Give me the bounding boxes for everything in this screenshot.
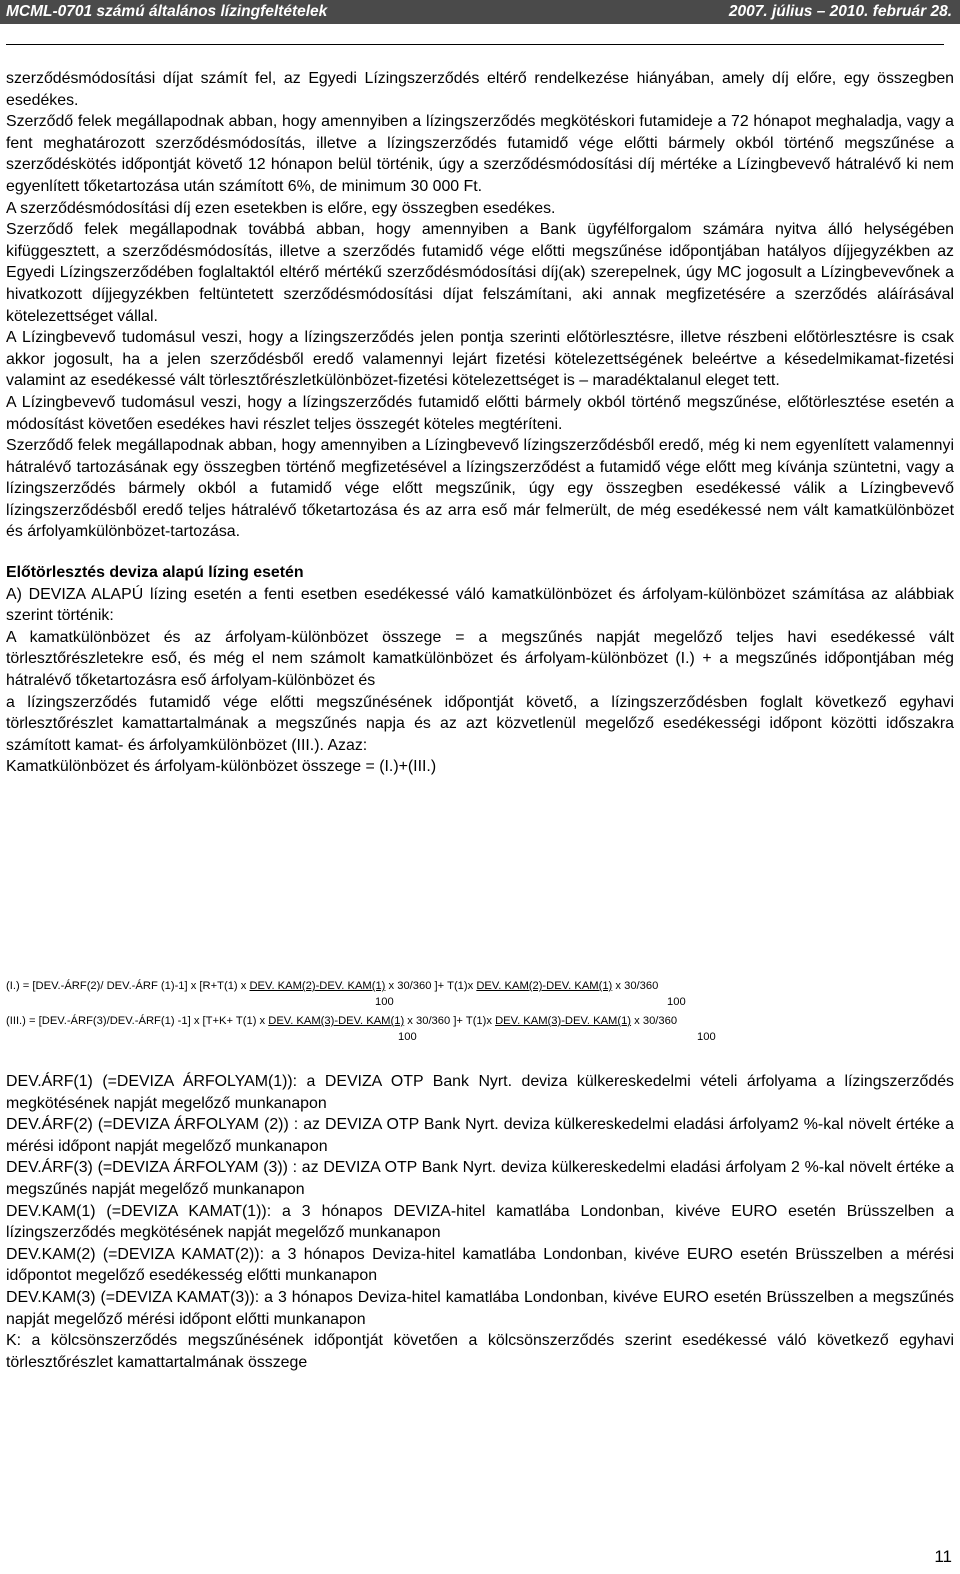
formula-numerator: DEV. KAM(3)-DEV. KAM(1) [495, 1015, 632, 1027]
formula-text: (I.) = [DEV.-ÁRF(2)/ DEV.-ÁRF (1)-1] x [R+T(1) x [6, 980, 250, 992]
paragraph: A kamatkülönbözet és az árfolyam-különbözet összege = a megszűnés napját megelőző teljes havi esedékessé vált törlesztőrészletekre eső, és még el nem számolt kamatkülönbözet és árfolyam-különbözet (I.) + a megszűnés időpontjában még hátralévő tőketartozásra eső árfolyam-különbözet és [6, 628, 954, 690]
formula-text: x 30/360 ]+ T(1)x [385, 980, 477, 992]
paragraph: A) DEVIZA ALAPÚ lízing esetén a fenti esetben esedékessé váló kamatkülönbözet és árfolyam-különbözet számítása az alábbiak szerint történik: [6, 585, 954, 625]
formula-text: x 30/360 ]+ T(1)x [404, 1015, 496, 1027]
paragraph: Szerződő felek megállapodnak továbbá abban, hogy amennyiben a Bank ügyfélforgalom számára nyitva álló helységében kifüggesztett, a szerződésmódosítás, illetve a szerződés futamidő vége előtti megszűnése időpontjában hatályos díjjegyzékben az Egyedi Lízingszerződében foglaltaktól eltérő mértékű szerződésmódosítási díj(ak) szerepelnek, úgy MC jogosult a Lízingbevevőnek a hivatkozott díjjegyzékben feltüntetett szerződésmódosítási díjat felszámítani, aki annak megfizetésére a szerződés aláírásával kötelezettséget vállal. [6, 221, 954, 325]
section-heading: Előtörlesztés deviza alapú lízing esetén [6, 564, 304, 582]
formula-denominator: 100 [667, 996, 686, 1008]
definition: DEV.KAM(3) (=DEVIZA KAMAT(3)): a 3 hónapos Deviza-hitel kamatlába Londonban, kivéve EURO esetén Brüsszelben a megszűnés napját megelőző mérési időpont előtti munkanapon [6, 1288, 954, 1328]
formula-i [6, 979, 954, 993]
page-header [0, 0, 960, 24]
definition: DEV.ÁRF(1) (=DEVIZA ÁRFOLYAM(1)): a DEVIZA OTP Bank Nyrt. deviza külkereskedelmi vételi árfolyama a lízingszerződés megkötésének napját megelőző munkanapon [6, 1073, 954, 1112]
paragraph: a lízingszerződés futamidő vége előtti megszűnésének időpontját követő, a lízingszerződésben foglalt következő egyhavi törlesztőrészlet kamattartalmának a megszűnés napja és az azt közvetlenül megelőző esedékességi időpont közötti időszakra számított kamat- és árfolyamkülönbözet (III.). Azaz: [6, 693, 954, 754]
definitions [6, 1071, 954, 1373]
paragraph: szerződésmódosítási díjat számít fel, az Egyedi Lízingszerződés eltérő rendelkezése hiányában, amely díj előre, egy összegben esedékes. [6, 70, 954, 109]
paragraph: A Lízingbevevő tudomásul veszi, hogy a lízingszerződés futamidő előtti bármely okból történő megszűnése, előtörlesztése esetén a módosítást követően esedékes havi részlet teljes összegét köteles megtéríteni. [6, 393, 954, 433]
paragraph: Kamatkülönbözet és árfolyam-különbözet összege = (I.)+(III.) [6, 758, 437, 776]
formula-numerator: DEV. KAM(3)-DEV. KAM(1) [268, 1015, 405, 1027]
document-title: MCML-0701 számú általános lízingfeltételek [6, 3, 328, 20]
header-rule [6, 44, 944, 45]
formula-numerator: DEV. KAM(2)-DEV. KAM(1) [249, 980, 386, 992]
formula-denominator: 100 [375, 996, 394, 1008]
formula-denominator: 100 [398, 1031, 417, 1043]
formula-text: (III.) = [DEV.-ÁRF(3)/DEV.-ÁRF(1) -1] x [T+K+ T(1) x [6, 1015, 269, 1027]
body-text [6, 68, 954, 778]
formula-text: x 30/360 [612, 980, 659, 992]
formula-numerator: DEV. KAM(2)-DEV. KAM(1) [476, 980, 613, 992]
definition: K: a kölcsönszerződés megszűnésének időpontját követően a kölcsönszerződés szerint esedékessé váló következő egyhavi törlesztőrészlet kamattartalmának összege [6, 1332, 954, 1371]
formula-denominator: 100 [697, 1031, 716, 1043]
definition: DEV.KAM(2) (=DEVIZA KAMAT(2)): a 3 hónapos Deviza-hitel kamatlába Londonban, kivéve EURO esetén Brüsszelben a mérési időpontot megelőző esedékesség előtti munkanapon [6, 1245, 954, 1285]
definition: DEV.KAM(1) (=DEVIZA KAMAT(1)): a 3 hónapos DEVIZA-hitel kamatlába Londonban, kivéve EURO esetén Brüsszelben a lízingszerződés megkötésének napját megelőző munkanapon [6, 1202, 954, 1242]
validity-period: 2007. július – 2010. február 28. [728, 3, 952, 20]
paragraph: A szerződésmódosítási díj ezen esetekben is előre, egy összegben esedékes. [6, 199, 556, 217]
formula-iii [6, 1014, 954, 1028]
page-number: 11 [934, 1547, 952, 1566]
paragraph: Szerződő felek megállapodnak abban, hogy amennyiben a Lízingbevevő lízingszerződésből eredő, még ki nem egyenlített valamennyi hátralévő tartozásának egy összegben történő megfizetésével a lízingszerződést a futamidő vége előtt meg kívánja szüntetni, vagy a lízingszerződés bármely okból a futamidő vége előtt megszűnik, úgy egy összegben esedékessé válik a Lízingbevevő lízingszerződésből eredő teljes hátralévő tőketartozása és az arra eső már felmerült, de még esedékessé nem vált kamatkülönbözet és árfolyamkülönbözet-tartozása. [6, 437, 954, 541]
definition: DEV.ÁRF(2) (=DEVIZA ÁRFOLYAM (2)) : az DEVIZA OTP Bank Nyrt. deviza külkereskedelmi eladási árfolyam2 %-kal növelt értéke a mérési időpont napját megelőző munkanapon [6, 1116, 954, 1155]
paragraph: Szerződő felek megállapodnak abban, hogy amennyiben a lízingszerződés megkötéskori futamideje a 72 hónapot meghaladja, vagy a fent meghatározott szerződésmódosítás, illetve a lízingszerződés futamidő vége előtti bármely okból történő megszűnése a szerződéskötés időpontját követő 12 hónapon belül történik, úgy a szerződésmódosítási díj mértéke a Lízingbevevő hátralévő ki nem egyenlített tőketartozása után számított 6%, de minimum 30 000 Ft. [6, 113, 954, 195]
paragraph: A Lízingbevevő tudomásul veszi, hogy a lízingszerződés jelen pontja szerinti előtörlesztésre, illetve részbeni előtörlesztésre is csak akkor jogosult, ha a jelen szerződésből eredő valamennyi lejárt fizetési kötelezettségének beleértve a késedelmikamat-fizetési valamint az esedékessé vált törlesztőrészletkülönbözet-fizetési kötelezettséget is – maradéktalanul eleget tett. [6, 329, 954, 390]
formula-text: x 30/360 [631, 1015, 678, 1027]
definition: DEV.ÁRF(3) (=DEVIZA ÁRFOLYAM (3)) : az DEVIZA OTP Bank Nyrt. deviza külkereskedelmi eladási árfolyam 2 %-kal növelt értéke a megszűnés napját megelőző munkanapon [6, 1159, 954, 1198]
